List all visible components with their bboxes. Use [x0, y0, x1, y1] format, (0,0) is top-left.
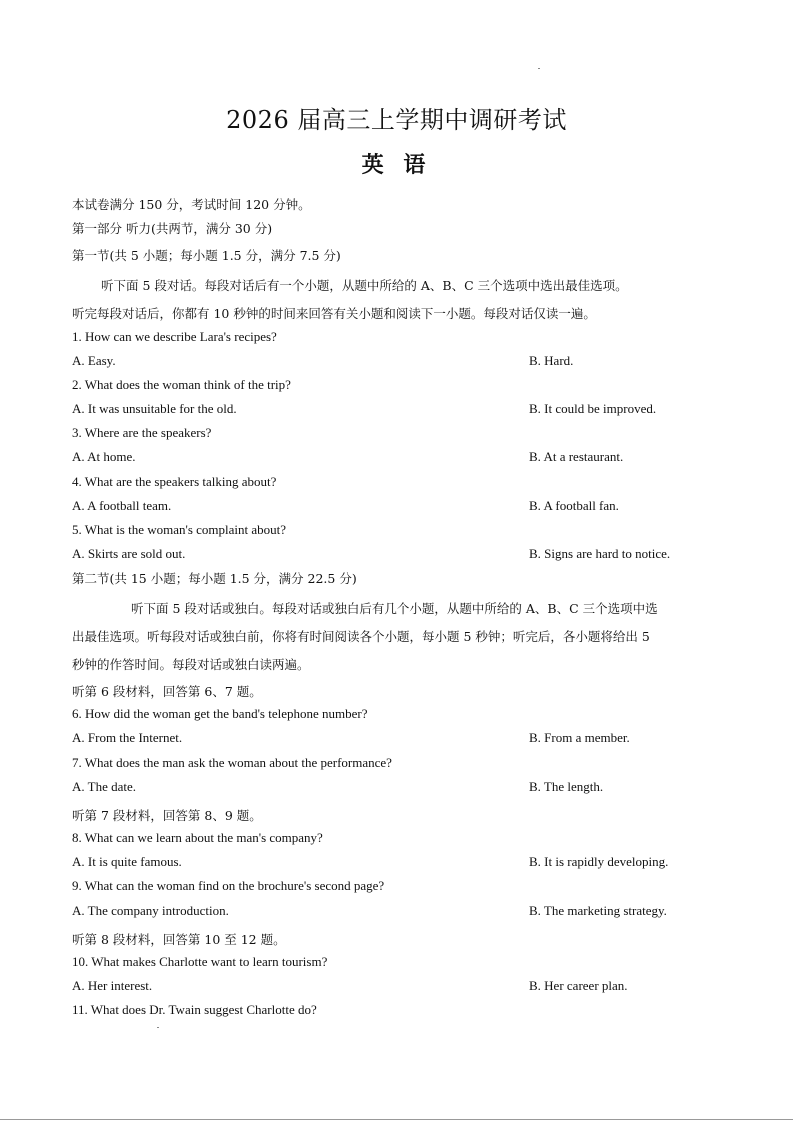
- question-6: 6. How did the woman get the band's telephone number?: [72, 706, 368, 721]
- scoring-note: 本试卷满分 150 分，考试时间 120 分钟。: [72, 197, 311, 212]
- question-9-option-b: B. The marketing strategy.: [529, 903, 667, 918]
- question-9-option-a: A. The company introduction.: [72, 903, 229, 918]
- material-8-note: 听第 8 段材料，回答第 10 至 12 题。: [72, 932, 286, 947]
- section-two-instructions-1: 听下面 5 段对话或独白。每段对话或独白后有几个小题，从题中所给的 A、B、C 三个选项中选: [131, 601, 658, 616]
- section-one-heading: 第一节(共 5 小题；每小题 1.5 分，满分 7.5 分): [72, 248, 341, 263]
- question-2-option-b: B. It could be improved.: [529, 401, 657, 416]
- speck-mark: [157, 1027, 159, 1028]
- question-10: 10. What makes Charlotte want to learn tourism?: [72, 954, 328, 969]
- question-5-option-b: B. Signs are hard to notice.: [529, 546, 671, 561]
- question-1-option-b: B. Hard.: [529, 353, 574, 368]
- question-10-option-b: B. Her career plan.: [529, 978, 628, 993]
- question-8: 8. What can we learn about the man's company?: [72, 830, 323, 845]
- question-5: 5. What is the woman's complaint about?: [72, 522, 287, 537]
- question-7: 7. What does the man ask the woman about the performance?: [72, 755, 392, 770]
- question-9: 9. What can the woman find on the brochure's second page?: [72, 878, 385, 893]
- subject-title: 英 语: [361, 152, 432, 178]
- question-6-option-a: A. From the Internet.: [72, 730, 183, 745]
- question-3-option-a: A. At home.: [72, 449, 136, 464]
- question-6-option-b: B. From a member.: [529, 730, 630, 745]
- question-2: 2. What does the woman think of the trip?: [72, 377, 291, 392]
- question-10-option-a: A. Her interest.: [72, 978, 153, 993]
- question-3-option-b: B. At a restaurant.: [529, 449, 624, 464]
- section-two-instructions-2: 出最佳选项。听每段对话或独白前，你将有时间阅读各个小题，每小题 5 秒钟；听完后，各小题将给出 5: [72, 629, 650, 644]
- question-8-option-b: B. It is rapidly developing.: [529, 854, 669, 869]
- question-7-option-a: A. The date.: [72, 779, 137, 794]
- question-3: 3. Where are the speakers?: [72, 425, 212, 440]
- section-one-instructions-2: 听完每段对话后，你都有 10 秒钟的时间来回答有关小题和阅读下一小题。每段对话仅读一遍。: [72, 306, 596, 321]
- question-5-option-a: A. Skirts are sold out.: [72, 546, 186, 561]
- part-one-heading: 第一部分 听力(共两节，满分 30 分): [72, 221, 273, 236]
- question-11: 11. What does Dr. Twain suggest Charlotte do?: [72, 1002, 317, 1017]
- exam-title: 2026 届高三上学期中调研考试: [226, 106, 567, 134]
- speck-mark: [538, 68, 540, 69]
- question-1-option-a: A. Easy.: [72, 353, 116, 368]
- material-7-note: 听第 7 段材料，回答第 8、9 题。: [72, 808, 262, 823]
- page-bottom-edge: [0, 1119, 793, 1120]
- question-7-option-b: B. The length.: [529, 779, 604, 794]
- question-8-option-a: A. It is quite famous.: [72, 854, 182, 869]
- question-4-option-a: A. A football team.: [72, 498, 172, 513]
- question-2-option-a: A. It was unsuitable for the old.: [72, 401, 237, 416]
- question-1: 1. How can we describe Lara's recipes?: [72, 329, 277, 344]
- section-one-instructions-1: 听下面 5 段对话。每段对话后有一个小题，从题中所给的 A、B、C 三个选项中选出最佳选项。: [101, 278, 628, 293]
- section-two-heading: 第二节(共 15 小题；每小题 1.5 分，满分 22.5 分): [72, 571, 357, 586]
- section-two-instructions-3: 秒钟的作答时间。每段对话或独白读两遍。: [72, 657, 310, 672]
- material-6-note: 听第 6 段材料，回答第 6、7 题。: [72, 684, 262, 699]
- question-4-option-b: B. A football fan.: [529, 498, 619, 513]
- question-4: 4. What are the speakers talking about?: [72, 474, 277, 489]
